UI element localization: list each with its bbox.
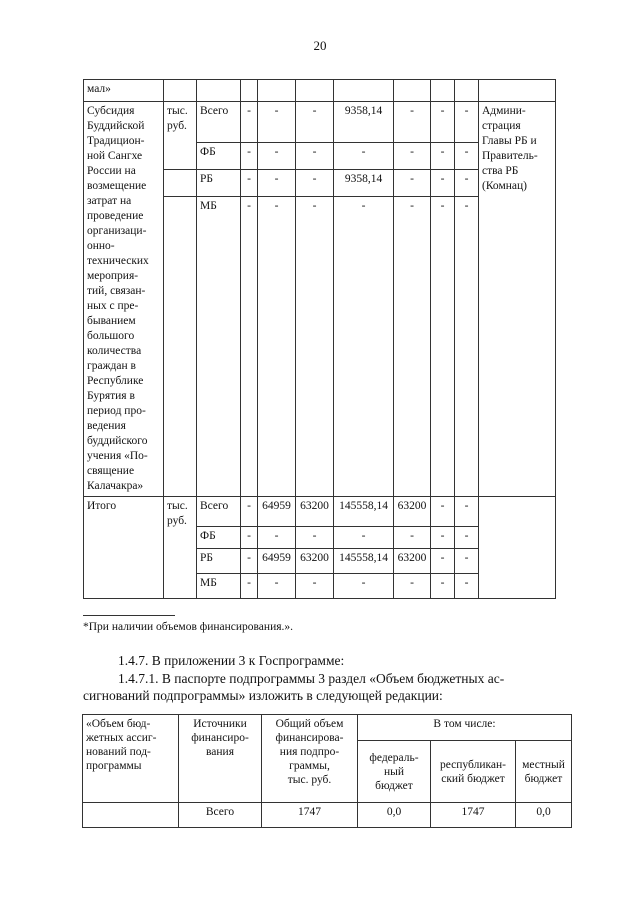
value-cell: - [334,196,394,496]
allocation-label-cell: «Объем бюд- жетных ассиг- нований под- программы [83,715,179,803]
value-cell: - [258,527,296,549]
value-cell: - [431,196,455,496]
value-cell: - [431,527,455,549]
value-cell: - [455,196,479,496]
value-cell: - [431,574,455,599]
value-cell: - [296,143,334,170]
source-cell: МБ [197,196,241,496]
paragraph-1-4-7: 1.4.7. В приложении 3 к Госпрограмме: [118,653,345,668]
local-budget-header: местный бюджет [516,741,572,803]
value-cell: 64959 [258,549,296,574]
value-cell: - [241,196,258,496]
value-cell: - [241,527,258,549]
value-cell: - [296,102,334,143]
value-cell: - [431,143,455,170]
value-cell: - [296,169,334,196]
value-cell: - [431,102,455,143]
value-cell: - [334,143,394,170]
value-cell: 63200 [394,549,431,574]
value-cell: - [296,196,334,496]
value-cell: - [241,574,258,599]
table-row [83,715,572,741]
value-cell: - [394,102,431,143]
source-cell: РБ [197,549,241,574]
value-cell: - [455,574,479,599]
source-cell: РБ [197,169,241,196]
republic-budget-header: республикан- ский бюджет [431,741,516,803]
budget-allocation-table [82,714,572,828]
value-cell: 63200 [296,497,334,527]
value-cell: 63200 [296,549,334,574]
value-cell: - [455,527,479,549]
value-cell: 9358,14 [334,169,394,196]
federal-budget-header: федераль- ный бюджет [358,741,431,803]
source-cell: ФБ [197,143,241,170]
total-name-cell: Итого [84,497,164,599]
value-cell: - [296,527,334,549]
value-cell: - [431,497,455,527]
value-cell: 9358,14 [334,102,394,143]
value-cell: - [258,169,296,196]
value-cell: - [258,143,296,170]
subsidy-name-cell: Субсидия Буддийской Традицион- ной Сангхе России на возмещение затрат на проведение организаци- онно- технических мероприя- тий, связан- ных с пре- быванием большого количества граждан в Республике Бурятия в период про- ведения буддийского учения «По- священие Калачакра» [84,102,164,497]
value-cell: - [394,527,431,549]
federal-value-cell: 0,0 [358,803,431,828]
table-row [84,102,556,143]
footnote: *При наличии объемов финансирования.». [83,621,294,633]
value-cell: - [258,102,296,143]
value-cell: - [455,497,479,527]
value-cell: - [334,527,394,549]
source-cell: Всего [197,497,241,527]
value-cell: - [296,574,334,599]
value-cell: - [241,549,258,574]
value-cell: - [334,574,394,599]
value-cell: - [394,574,431,599]
table-row [83,803,572,828]
paragraph-1-4-7-1-line2: сигнований подпрограммы» изложить в следующей редакции: [83,688,443,703]
value-cell: - [241,143,258,170]
value-cell: - [258,196,296,496]
program-name-cell: мал» [84,80,164,102]
value-cell: 63200 [394,497,431,527]
paragraph-1-4-7-1-line1: 1.4.7.1. В паспорте подпрограммы 3 раздел «Объем бюджетных ас- [118,671,505,686]
total-volume-header: Общий объем финансирова- ния подпро- граммы, тыс. руб. [262,715,358,803]
value-cell: 64959 [258,497,296,527]
table-row [84,497,556,527]
total-value-cell: 1747 [262,803,358,828]
value-cell: - [241,169,258,196]
sources-header: Источники финансиро- вания [179,715,262,803]
value-cell: - [241,497,258,527]
value-cell: - [431,549,455,574]
republic-value-cell: 1747 [431,803,516,828]
unit-cell: тыс. руб. [164,102,197,170]
value-cell: - [394,196,431,496]
page-number: 20 [313,38,327,53]
value-cell: - [258,574,296,599]
table-row [84,80,556,102]
funding-table [83,79,556,599]
source-cell: Всего [197,102,241,143]
value-cell: - [394,143,431,170]
source-cell: ФБ [197,527,241,549]
value-cell: 145558,14 [334,549,394,574]
footnote-divider [83,615,175,616]
value-cell: - [455,169,479,196]
value-cell: - [241,102,258,143]
source-cell: Всего [179,803,262,828]
executor-cell: Админи- страция Главы РБ и Правитель- ства РБ (Комнац) [479,102,556,497]
unit-cell: тыс. руб. [164,497,197,599]
value-cell: - [455,102,479,143]
source-cell: МБ [197,574,241,599]
value-cell: - [455,143,479,170]
local-value-cell: 0,0 [516,803,572,828]
including-header: В том числе: [358,715,572,741]
value-cell: - [455,549,479,574]
value-cell: 145558,14 [334,497,394,527]
value-cell: - [394,169,431,196]
value-cell: - [431,169,455,196]
